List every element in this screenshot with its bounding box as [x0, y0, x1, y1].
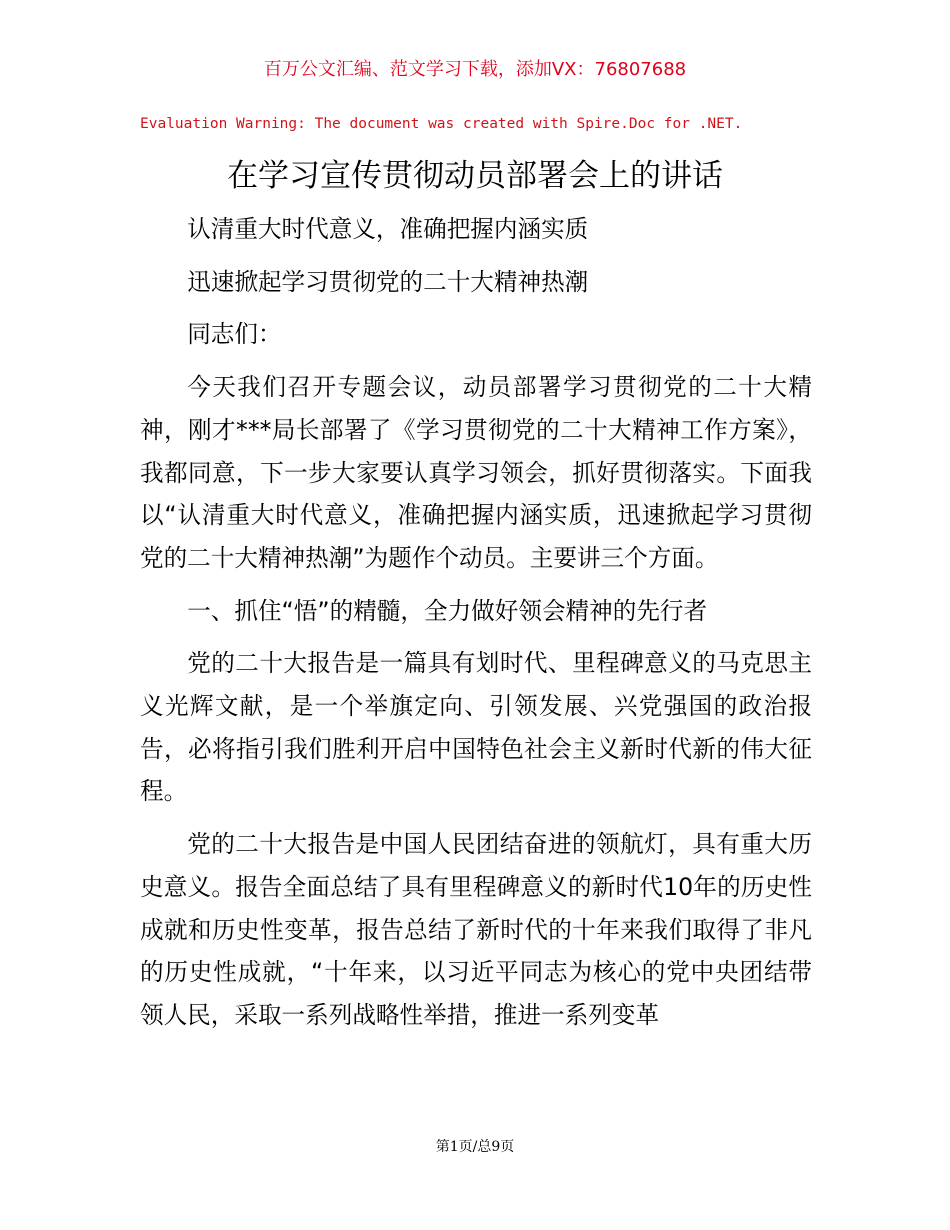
subtitle-line-2: 迅速掀起学习贯彻党的二十大精神热潮 [187, 267, 589, 296]
paragraph-historical-meaning: 党的二十大报告是中国人民团结奋进的领航灯，具有重大历史意义。报告全面总结了具有里程碑意义的新时代10年的历史性成就和历史性变革，报告总结了新时代的十年来我们取得了非凡的历史性成就，“十年来，以习近平同志为核心的党中央团结带领人民，采取一系列战略性举措，推进一系列变革 [140, 830, 812, 1029]
evaluation-warning: Evaluation Warning: The document was created with Spire.Doc for .NET. [140, 116, 743, 132]
subtitle-line-1: 认清重大时代意义，准确把握内涵实质 [187, 215, 589, 243]
document-body [140, 208, 812, 1037]
paragraph-intro: 今天我们召开专题会议，动员部署学习贯彻党的二十大精神，刚才***局长部署了《学习贯彻党的二十大精神工作方案》，我都同意，下一步大家要认真学习领会，抓好贯彻落实。下面我以“认清重大时代意义，准确把握内涵实质，迅速掀起学习贯彻党的二十大精神热潮”为题作个动员。主要讲三个方面。 [140, 373, 812, 572]
paragraph-report-significance: 党的二十大报告是一篇具有划时代、里程碑意义的马克思主义光辉文献，是一个举旗定向、引领发展、兴党强国的政治报告，必将指引我们胜利开启中国特色社会主义新时代新的伟大征程。 [140, 649, 812, 806]
salutation: 同志们： [187, 320, 282, 349]
section-heading-1: 一、抓住“悟”的精髓，全力做好领会精神的先行者 [187, 596, 708, 625]
page-number-footer: 第1页/总9页 [435, 1139, 515, 1155]
download-banner: 百万公文汇编、范文学习下载，添加VX：76807688 [263, 59, 687, 80]
document-title: 在学习宣传贯彻动员部署会上的讲话 [227, 158, 723, 194]
